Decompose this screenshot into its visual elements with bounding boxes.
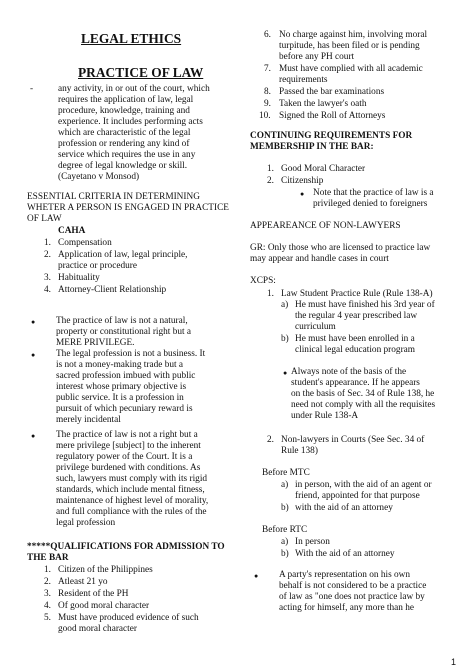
- sub-item: the regular 4 year prescribed law: [295, 311, 418, 321]
- bullet-icon: ●: [31, 318, 36, 326]
- sub-letter: a): [281, 300, 289, 310]
- note-line: need not comply with all the requisites: [291, 400, 436, 410]
- sub-item: with the aid of an attorney: [295, 503, 393, 513]
- list-number: 2.: [267, 435, 274, 445]
- list-item: Passed the bar examinations: [279, 87, 385, 97]
- note-line: student's appearance. If he appears: [291, 378, 420, 388]
- bullet-line: sacred profession imbued with public: [56, 371, 196, 381]
- list-item: practice or procedure: [58, 261, 137, 271]
- document-title: LEGAL ETHICS: [81, 31, 182, 46]
- bullet-line: pursuit of which pecuniary reward is: [56, 404, 193, 414]
- list-number: 1.: [44, 238, 51, 248]
- note-line: privileged denied to foreigners: [313, 199, 428, 209]
- bullet-line: interest whose primary objective is: [56, 382, 187, 392]
- bullet-line: The legal profession is not a business. It: [56, 349, 206, 359]
- heading-line: MEMBERSHIP IN THE BAR:: [250, 142, 374, 152]
- list-item: Good Moral Character: [281, 164, 366, 174]
- party-line: of law as "one does not practice law by: [279, 592, 425, 602]
- list-item: Signed the Roll of Attorneys: [279, 111, 386, 121]
- list-number: 10.: [259, 111, 271, 121]
- list-item: turpitude, has been filed or is pending: [279, 41, 420, 51]
- bullet-line: merely incidental: [56, 415, 121, 425]
- list-number: 6.: [264, 30, 271, 40]
- party-line: behalf is not considered to be a practice: [279, 581, 427, 591]
- list-number: 3.: [44, 589, 51, 599]
- sub-item: In person: [295, 537, 330, 547]
- list-item: Atleast 21 yo: [58, 577, 108, 587]
- bullet-icon: ●: [31, 432, 36, 440]
- list-item: Citizen of the Philippines: [58, 565, 153, 575]
- bullet-line: The practice of law is not a right but a: [56, 430, 198, 440]
- list-number: 8.: [264, 87, 271, 97]
- definition-line: (Cayetano v Monsod): [58, 172, 140, 182]
- criteria-line: ESSENTIAL CRITERIA IN DETERMINING: [27, 192, 200, 202]
- appearance-heading: APPEAREANCE OF NON-LAWYERS: [250, 221, 401, 231]
- sub-item: clinical legal education program: [295, 345, 416, 355]
- bullet-line: public service. It is a profession in: [56, 393, 184, 403]
- sub-letter: b): [281, 334, 289, 344]
- bullet-line: The practice of law is not a natural,: [56, 316, 188, 326]
- list-item: Attorney-Client Relationship: [58, 285, 167, 295]
- definition-line: profession or rendering any kind of: [58, 139, 190, 149]
- definition-dash: -: [30, 84, 34, 94]
- sub-letter: b): [281, 503, 289, 513]
- bullet-line: such, lawyers must comply with its rigid: [56, 474, 208, 484]
- note-line: on the basis of Sec. 34 of Rule 138, he: [291, 389, 435, 399]
- definition-line: service which requires the use in any: [58, 150, 196, 160]
- list-number: 5.: [44, 613, 51, 623]
- exception-title: Non-lawyers in Courts (See Sec. 34 of: [281, 435, 425, 445]
- list-item: Must have produced evidence of such: [58, 613, 199, 623]
- note-line: under Rule 138-A: [291, 411, 359, 421]
- heading-line: *****QUALIFICATIONS FOR ADMISSION TO: [27, 542, 225, 552]
- exception-title: Law Student Practice Rule (Rule 138-A): [281, 289, 433, 299]
- note-line: Always note of the basis of the: [291, 367, 407, 377]
- sub-item: He must have finished his 3rd year of: [295, 300, 435, 310]
- list-item: No charge against him, involving moral: [279, 30, 428, 40]
- note-line: Note that the practice of law is a: [313, 188, 434, 198]
- gr-line: GR: Only those who are licensed to practice law: [250, 243, 431, 253]
- party-line: acting for himself, any more than he: [279, 603, 415, 613]
- list-item: Application of law, legal principle,: [58, 250, 188, 260]
- definition-line: which are characteristic of the legal: [58, 128, 191, 138]
- bullet-icon: ●: [300, 190, 305, 198]
- gr-line: may appear and handle cases in court: [250, 254, 389, 264]
- sub-item: He must have been enrolled in a: [295, 334, 415, 344]
- list-number: 2.: [267, 176, 274, 186]
- bullet-line: maintenance of highest level of morality,: [56, 496, 209, 506]
- list-item: Must have complied with all academic: [279, 64, 423, 74]
- heading-line: CONTINUING REQUIREMENTS FOR: [250, 131, 413, 141]
- list-item: Taken the lawyer's oath: [279, 99, 367, 109]
- sub-item: With the aid of an attorney: [295, 549, 395, 559]
- heading-line: THE BAR: [27, 553, 69, 563]
- criteria-line: OF LAW: [27, 214, 62, 224]
- list-item: Resident of the PH: [58, 589, 129, 599]
- definition-line: any activity, in or out of the court, which: [58, 84, 210, 94]
- sub-item: in person, with the aid of an agent or: [295, 480, 432, 490]
- bullet-line: privilege burdened with conditions. As: [56, 463, 201, 473]
- bullet-line: and full compliance with the rules of the: [56, 507, 207, 517]
- before-rtc-label: Before RTC: [262, 525, 308, 535]
- before-mtc-label: Before MTC: [262, 468, 310, 478]
- exception-title: Rule 138): [281, 446, 318, 456]
- list-item: Of good moral character: [58, 601, 150, 611]
- bullet-line: mere privilege [subject] to the inherent: [56, 441, 201, 451]
- list-number: 3.: [44, 273, 51, 283]
- definition-line: experience. It includes performing acts: [58, 117, 203, 127]
- bullet-line: is not a money-making trade but a: [56, 360, 184, 370]
- list-number: 9.: [264, 99, 271, 109]
- bullet-line: regulatory power of the Court. It is a: [56, 452, 193, 462]
- list-item: Compensation: [58, 238, 112, 248]
- caha-label: CAHA: [58, 226, 86, 236]
- definition-line: degree of legal knowledge or skill.: [58, 161, 188, 171]
- bullet-icon: ●: [283, 369, 288, 377]
- bullet-line: standards, which include mental fitness,: [56, 485, 205, 495]
- criteria-line: WHETER A PERSON IS ENGAGED IN PRACTICE: [27, 203, 229, 213]
- list-item: before any PH court: [279, 52, 355, 62]
- bullet-icon: ●: [254, 572, 259, 580]
- list-number: 4.: [44, 601, 51, 611]
- list-item: requirements: [279, 75, 328, 85]
- sub-item: curriculum: [295, 322, 336, 332]
- list-number: 2.: [44, 577, 51, 587]
- list-number: 4.: [44, 285, 51, 295]
- definition-line: procedure, knowledge, training and: [58, 106, 190, 116]
- list-item: Citizenship: [281, 176, 324, 186]
- sub-letter: a): [281, 537, 289, 547]
- list-number: 2.: [44, 250, 51, 260]
- bullet-line: MERE PRIVILEGE.: [56, 338, 135, 348]
- sub-letter: b): [281, 549, 289, 559]
- list-item: Habituality: [58, 273, 100, 283]
- list-number: 7.: [264, 64, 271, 74]
- list-item: good moral character: [58, 624, 137, 634]
- section-title-practice-of-law: PRACTICE OF LAW: [78, 65, 204, 80]
- list-number: 1.: [267, 164, 274, 174]
- definition-line: requires the application of law, legal: [58, 95, 194, 105]
- sub-letter: a): [281, 480, 289, 490]
- page-number: 1: [450, 657, 456, 667]
- bullet-icon: ●: [31, 351, 36, 359]
- list-number: 1.: [267, 289, 274, 299]
- xcps-label: XCPS:: [250, 276, 276, 286]
- bullet-line: legal profession: [56, 518, 116, 528]
- list-number: 1.: [44, 565, 51, 575]
- bullet-line: property or constitutional right but a: [56, 327, 192, 337]
- sub-item: friend, appointed for that purpose: [295, 491, 420, 501]
- party-line: A party's representation on his own: [279, 570, 411, 580]
